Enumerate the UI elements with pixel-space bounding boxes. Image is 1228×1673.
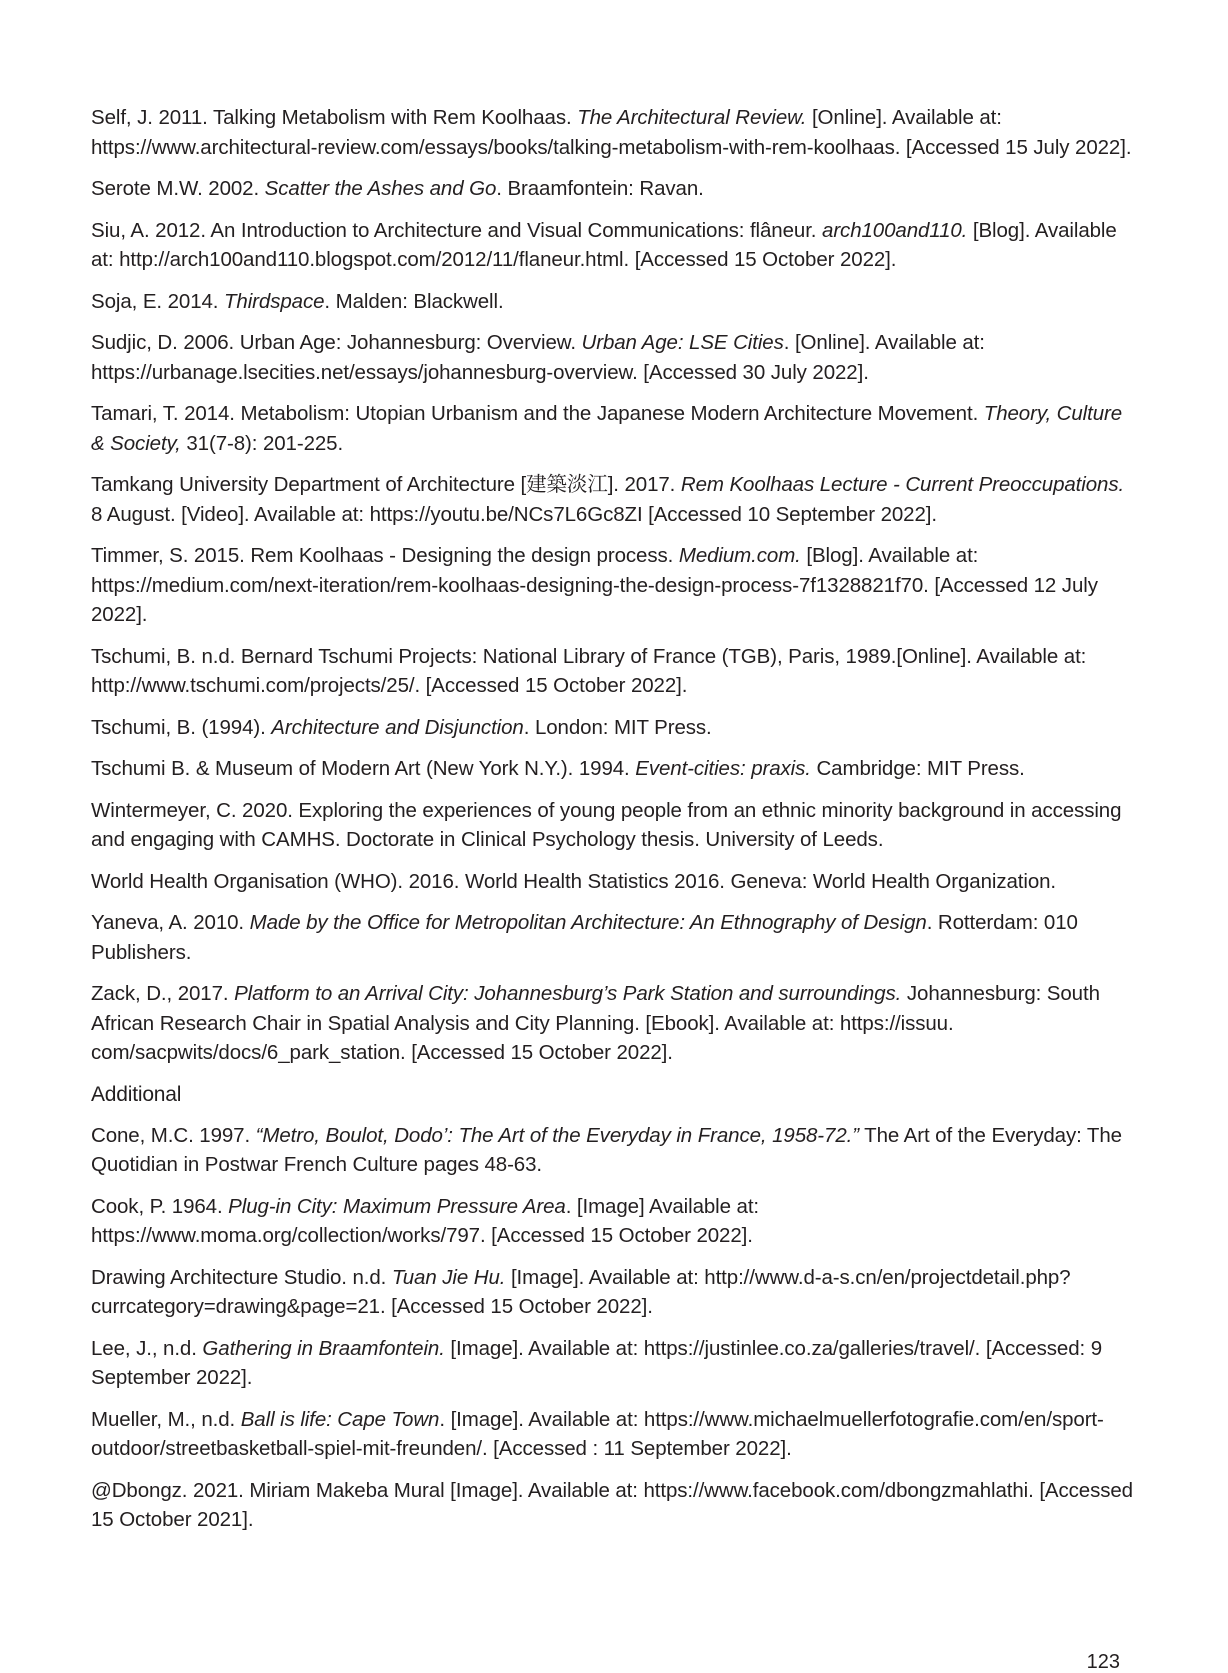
reference-text: . [Image]. Available at: https://www.michaelmuellerfotografie.com/en/sport-outdoor/streetbasketball-spiel-mit-freunden/. [Accessed : 11 September 2022]. bbox=[91, 1407, 1104, 1460]
reference-text: @Dbongz. 2021. Miriam Makeba Mural [Image]. Available at: https://www.facebook.com/dbongzmahlathi. [Accessed 15 October 2021]. bbox=[91, 1478, 1133, 1531]
reference-title: Ball is life: Cape Town bbox=[240, 1407, 440, 1431]
reference-text: World Health Organisation (WHO). 2016. World Health Statistics 2016. Geneva: World Health Organization. bbox=[91, 869, 1057, 893]
reference-text: [Blog]. Available at: http://arch100and110.blogspot.com/2012/11/flaneur.html. [Accessed 15 October 2022]. bbox=[91, 218, 1117, 271]
reference-text: Cambridge: MIT Press. bbox=[810, 757, 1025, 780]
reference-title: Platform to an Arrival City: Johannesburg’s Park Station and surroundings. bbox=[234, 982, 902, 1005]
reference-text: [Blog]. Available at: https://medium.com/next-iteration/rem-koolhaas-designing-the-design-process-7f1328821f70. [Accessed 12 July 2022]. bbox=[91, 544, 1098, 626]
reference-title: Thirdspace bbox=[223, 289, 325, 313]
reference-entry bbox=[91, 1121, 1136, 1180]
reference-title: Architecture and Disjunction bbox=[271, 715, 524, 739]
reference-text: [Online]. Available at: https://www.architectural-review.com/essays/books/talking-metabolism-with-rem-koolhaas. [Accessed 15 July 2022]. bbox=[91, 106, 1132, 159]
reference-text: Cook, P. 1964. bbox=[91, 1194, 229, 1218]
reference-entry bbox=[91, 1405, 1136, 1464]
reference-entry bbox=[91, 103, 1136, 162]
reference-text: Wintermeyer, C. 2020. Exploring the experiences of young people from an ethnic minority background in accessing and engaging with CAMHS. Doctorate in Clinical Psychology thesis. University of Leeds. bbox=[91, 798, 1122, 851]
reference-title: Theory, Culture & Society, bbox=[91, 402, 1123, 455]
reference-text: Lee, J., n.d. bbox=[91, 1336, 203, 1360]
reference-text: . Rotterdam: 010 Publishers. bbox=[91, 911, 1078, 964]
reference-title: Made by the Office for Metropolitan Architecture: An Ethnography of Design bbox=[249, 911, 927, 934]
reference-entry bbox=[91, 713, 1136, 743]
reference-title: Tuan Jie Hu. bbox=[391, 1265, 506, 1289]
reference-text: Soja, E. 2014. bbox=[91, 289, 224, 313]
reference-text: 31(7-8): 201-225. bbox=[180, 431, 344, 455]
reference-title: Urban Age: LSE Cities bbox=[581, 331, 784, 354]
page-number: 123 bbox=[1086, 1651, 1120, 1673]
reference-text: Tschumi, B. (1994). bbox=[91, 715, 272, 739]
reference-text: [Image]. Available at: https://justinlee.co.za/galleries/travel/. [Accessed: 9 September 2022]. bbox=[91, 1336, 1103, 1389]
reference-entry bbox=[91, 642, 1136, 701]
reference-text: 8 August. [Video]. Available at: https://youtu.be/NCs7L6Gc8ZI [Accessed 10 September 2022]. bbox=[91, 502, 937, 526]
reference-text: Sudjic, D. 2006. Urban Age: Johannesburg: Overview. bbox=[91, 331, 582, 354]
reference-title: Medium.com. bbox=[678, 544, 801, 567]
reference-entry bbox=[91, 541, 1136, 630]
reference-text: Tamari, T. 2014. Metabolism: Utopian Urbanism and the Japanese Modern Architecture Movement. bbox=[91, 402, 984, 425]
reference-entry bbox=[91, 174, 1136, 204]
reference-text: Tschumi, B. n.d. Bernard Tschumi Projects: National Library of France (TGB), Paris, 1989.[Online]. Available at: http://www.tschumi.com/projects/25/. [Accessed 15 October 2022]. bbox=[91, 644, 1087, 697]
reference-text: Tamkang University Department of Architecture [建築淡江]. 2017. bbox=[91, 473, 681, 496]
reference-text: Timmer, S. 2015. Rem Koolhaas - Designing the design process. bbox=[91, 544, 679, 567]
reference-text: Johannesburg: South African Research Chair in Spatial Analysis and City Planning. [Ebook]. Available at: https://issuu. com/sacpwits/docs/6_park_station. [Accessed 15 October 2022]. bbox=[91, 982, 1100, 1064]
reference-text: . [Image] Available at: https://www.moma.org/collection/works/797. [Accessed 15 October 2022]. bbox=[91, 1194, 760, 1247]
reference-text: . London: MIT Press. bbox=[523, 715, 712, 739]
reference-entry bbox=[91, 908, 1136, 967]
reference-title: arch100and110. bbox=[822, 218, 968, 242]
reference-entry bbox=[91, 1192, 1136, 1251]
reference-text: Zack, D., 2017. bbox=[91, 982, 235, 1005]
reference-title: Rem Koolhaas Lecture - Current Preoccupations. bbox=[680, 473, 1125, 496]
reference-text: Cone, M.C. 1997. bbox=[91, 1123, 256, 1147]
reference-text: Drawing Architecture Studio. n.d. bbox=[91, 1265, 392, 1289]
reference-text: . Malden: Blackwell. bbox=[324, 289, 504, 313]
reference-entry bbox=[91, 287, 1136, 317]
additional-references-list bbox=[91, 1121, 1136, 1535]
reference-text: Siu, A. 2012. An Introduction to Architecture and Visual Communications: flâneur. bbox=[91, 218, 823, 242]
reference-text: The Art of the Everyday: The Quotidian in Postwar French Culture pages 48-63. bbox=[91, 1123, 1122, 1176]
reference-entry bbox=[91, 399, 1136, 458]
reference-entry bbox=[91, 796, 1136, 855]
reference-title: Plug-in City: Maximum Pressure Area bbox=[228, 1194, 566, 1218]
reference-title: “Metro, Boulot, Dodo’: The Art of the Everyday in France, 1958-72.” bbox=[255, 1123, 859, 1147]
reference-text: Mueller, M., n.d. bbox=[91, 1407, 241, 1431]
reference-text: Yaneva, A. 2010. bbox=[91, 911, 250, 934]
reference-text: Self, J. 2011. Talking Metabolism with Rem Koolhaas. bbox=[91, 106, 578, 129]
reference-text: [Image]. Available at: http://www.d-a-s.cn/en/projectdetail.php?currcategory=drawing&page=21. [Accessed 15 October 2022]. bbox=[91, 1265, 1071, 1318]
reference-entry bbox=[91, 216, 1136, 275]
reference-entry bbox=[91, 1263, 1136, 1322]
reference-entry bbox=[91, 328, 1136, 387]
reference-entry bbox=[91, 1476, 1136, 1535]
reference-text: Serote M.W. 2002. bbox=[91, 177, 265, 200]
reference-title: Gathering in Braamfontein. bbox=[202, 1336, 445, 1360]
reference-entry bbox=[91, 754, 1136, 784]
references-list bbox=[91, 103, 1136, 1068]
reference-entry bbox=[91, 867, 1136, 897]
reference-entry bbox=[91, 1334, 1136, 1393]
reference-entry bbox=[91, 470, 1136, 529]
additional-heading: Additional bbox=[91, 1082, 182, 1106]
reference-text: . [Online]. Available at: https://urbanage.lsecities.net/essays/johannesburg-overview. [Accessed 30 July 2022]. bbox=[91, 331, 985, 384]
reference-entry bbox=[91, 979, 1136, 1068]
reference-text: Tschumi B. & Museum of Modern Art (New York N.Y.). 1994. bbox=[91, 757, 636, 780]
reference-title: Event-cities: praxis. bbox=[635, 757, 811, 780]
reference-title: Scatter the Ashes and Go bbox=[264, 177, 497, 200]
reference-title: The Architectural Review. bbox=[577, 106, 807, 129]
reference-text: . Braamfontein: Ravan. bbox=[496, 177, 704, 200]
